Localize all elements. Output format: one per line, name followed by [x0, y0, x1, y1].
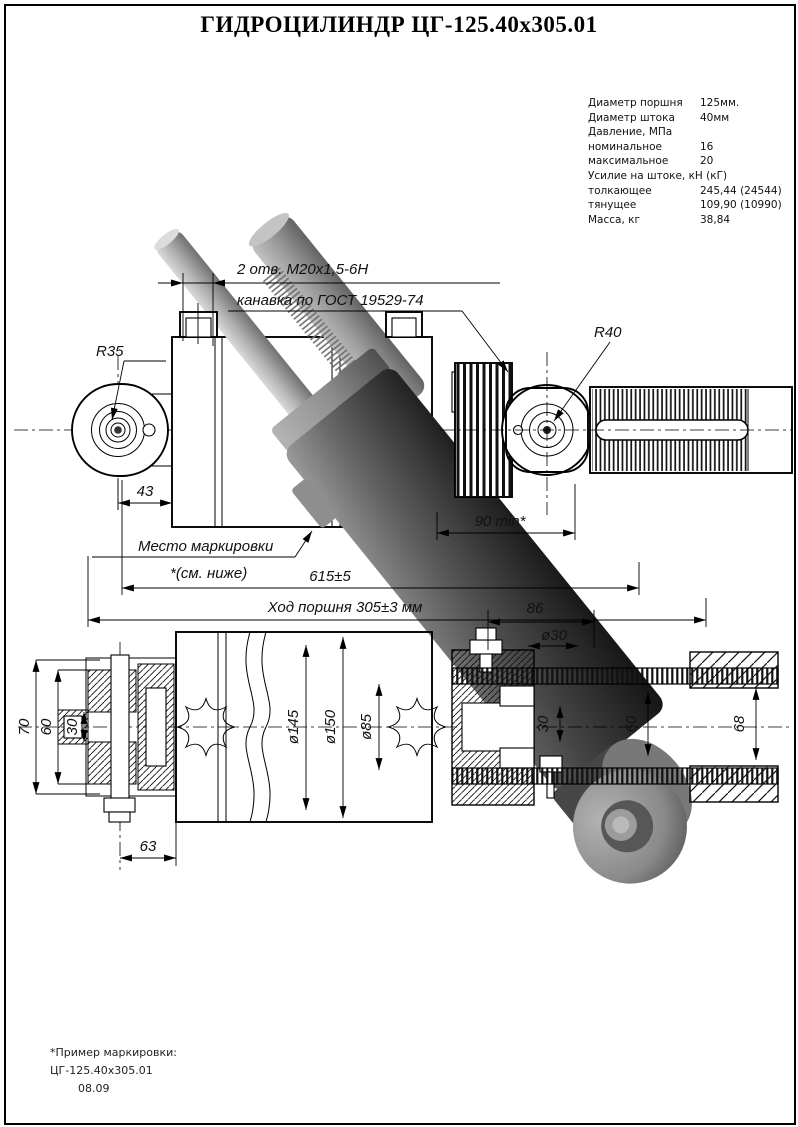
spec-value: 109,90 (10990) [700, 199, 782, 212]
footnote-line: ЦГ-125.40х305.01 [50, 1064, 153, 1077]
page-title: ГИДРОЦИЛИНДР ЦГ-125.40х305.01 [200, 12, 598, 37]
spec-label: Диаметр штока [588, 111, 675, 124]
grease-fitting [143, 424, 155, 436]
spec-label: тянущее [588, 199, 637, 212]
spec-label: Масса, кг [588, 213, 641, 226]
dim-60-left-label: 60 [38, 718, 55, 736]
left-flange-section [58, 655, 176, 822]
holes-note-label: 2 отв. M20х1,5-6H [237, 261, 369, 278]
dim-dia30-label: ø30 [541, 627, 567, 644]
dim-615-label: 615±5 [309, 568, 351, 585]
cylinder-3d-render [112, 166, 759, 907]
spec-label: Давление, МПа [588, 126, 673, 139]
dim-63-label: 63 [139, 838, 157, 855]
spec-label: номинальное [588, 140, 662, 153]
flange-bolt [111, 655, 129, 800]
dim-30-left-label: 30 [64, 718, 81, 736]
spec-label: Усилие на штоке, кН (кГ) [588, 169, 728, 182]
spec-label: толкающее [588, 184, 652, 197]
footnote-line: 08.09 [78, 1082, 110, 1095]
spec-label: максимальное [588, 155, 669, 168]
mount-plate-top [690, 652, 778, 688]
dim-dia85-label: ø85 [358, 714, 375, 740]
dim-90min-label: 90 min* [474, 513, 526, 530]
dim-70-label: 70 [16, 718, 33, 736]
radius-left-label: R35 [96, 343, 124, 360]
radius-right-label: R40 [594, 324, 622, 341]
dim-60-right-label: 60 [623, 715, 640, 733]
spec-value: 125мм. [700, 97, 740, 109]
footnote-line: *Пример маркировки: [50, 1046, 177, 1059]
dim-86-label: 86 [526, 600, 544, 617]
spec-value: 40мм [700, 111, 730, 124]
dim-30-right-label: 30 [535, 715, 552, 733]
dim-68-label: 68 [731, 715, 748, 733]
mount-plate-bottom [690, 766, 778, 802]
marking-note-label: *(см. ниже) [170, 565, 248, 582]
groove-note-label: канавка по ГОСТ 19529-74 [237, 292, 424, 309]
spec-value: 20 [700, 155, 714, 168]
dim-dia145-label: ø145 [285, 709, 302, 745]
spec-value: 38,84 [700, 213, 731, 226]
dim-stroke-label: Ход поршня 305±3 мм [267, 599, 423, 616]
spec-value: 16 [700, 140, 714, 153]
tie-bolt [470, 640, 502, 654]
marking-place-label: Место маркировки [138, 538, 274, 555]
dim-43-label: 43 [136, 483, 154, 500]
footnote [50, 1044, 177, 1098]
dim-dia150-label: ø150 [322, 709, 339, 745]
spec-label: Диаметр поршня [588, 97, 683, 109]
spec-value: 245,44 (24544) [700, 184, 782, 197]
